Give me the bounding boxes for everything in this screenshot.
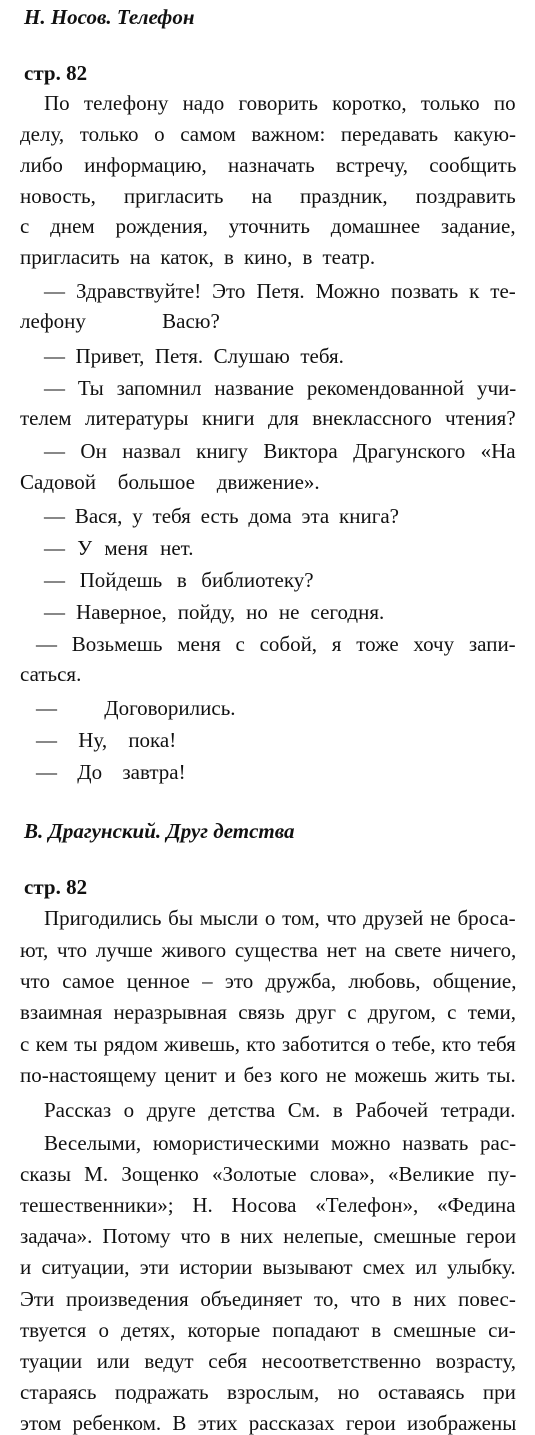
text-line: Эти произведения объединяет то, что в них повес- xyxy=(20,1287,516,1311)
text-line: стараясь подражать взрослым, но оставаясь при xyxy=(20,1380,516,1404)
text-line: туации или ведут себя несоответственно возрасту, xyxy=(20,1349,516,1373)
text-line: взаимная неразрывная связь друг с другом, с теми, xyxy=(20,1000,517,1024)
text-line: ют, что лучше живого существа нет на свете ничего, xyxy=(20,938,517,962)
text-line: тешественники»; Н. Носова «Телефон», «Федина xyxy=(20,1193,516,1217)
text-line: Веселыми, юмористическими можно назвать рас- xyxy=(44,1131,517,1155)
text-line: что самое ценное – это дружба, любовь, общение, xyxy=(20,969,517,993)
dialogue-line: — Здравствуйте! Это Петя. Можно позвать к те- xyxy=(44,279,516,303)
text-line: и ситуации, эти истории вызывают смех ил улыбку. xyxy=(20,1255,516,1279)
dialogue-line: — Договорились. xyxy=(36,696,236,720)
dialogue-line: — Возьмешь меня с собой, я тоже хочу запи- xyxy=(36,632,516,656)
text-line: По телефону надо говорить коротко, только по xyxy=(44,91,516,115)
dialogue-line: — Пойдешь в библиотеку? xyxy=(44,568,314,592)
text-line: с кем ты рядом живешь, кто заботится о тебе, кто тебя xyxy=(20,1032,516,1056)
dialogue-line: — Ты запомнил название рекомендованной учи- xyxy=(44,376,517,400)
dialogue-line: — Привет, Петя. Слушаю тебя. xyxy=(44,344,344,368)
text-line: пригласить на каток, в кино, в театр. xyxy=(20,245,376,269)
dialogue-line: — До завтра! xyxy=(36,760,186,784)
dialogue-line: — Он назвал книгу Виктора Драгунского «На xyxy=(44,439,516,463)
text-line: делу, только о самом важном: передавать какую- xyxy=(20,122,517,146)
dialogue-line: — Вася, у тебя есть дома эта книга? xyxy=(44,504,399,528)
dialogue-line: Садовой большое движение». xyxy=(20,470,320,494)
section-title: Н. Носов. Телефон xyxy=(24,5,195,29)
text-line: по-настоящему ценит и без кого не можешь жить ты. xyxy=(20,1063,516,1087)
text-line: либо информацию, назначать встречу, сообщить xyxy=(20,153,517,177)
dialogue-line: лефону Васю? xyxy=(20,309,220,333)
text-line: сказы М. Зощенко «Золотые слова», «Великие пу- xyxy=(20,1162,517,1186)
text-line: задача». Потому что в них нелепые, смешные герои xyxy=(20,1224,517,1248)
dialogue-line: — Наверное, пойду, но не сегодня. xyxy=(44,600,385,624)
dialogue-line: телем литературы книги для внеклассного чтения? xyxy=(20,406,516,430)
page-reference: стр. 82 xyxy=(24,61,88,85)
text-line: с днем рождения, уточнить домашнее задание, xyxy=(20,214,516,238)
text-line: твуется о детях, которые попадают в смешные си- xyxy=(20,1318,516,1342)
text-line: новость, пригласить на праздник, поздравить xyxy=(20,184,516,208)
text-line: Рассказ о друге детства См. в Рабочей тетради. xyxy=(44,1098,516,1122)
text-line: Пригодились бы мысли о том, что друзей не броса- xyxy=(44,906,516,930)
section-title: В. Драгунский. Друг детства xyxy=(24,819,295,843)
text-line: этом ребенком. В этих рассказах герои изображены xyxy=(20,1411,517,1435)
dialogue-line: саться. xyxy=(20,662,82,686)
page-reference: стр. 82 xyxy=(24,875,88,899)
dialogue-line: — У меня нет. xyxy=(44,536,194,560)
dialogue-line: — Ну, пока! xyxy=(36,728,177,752)
